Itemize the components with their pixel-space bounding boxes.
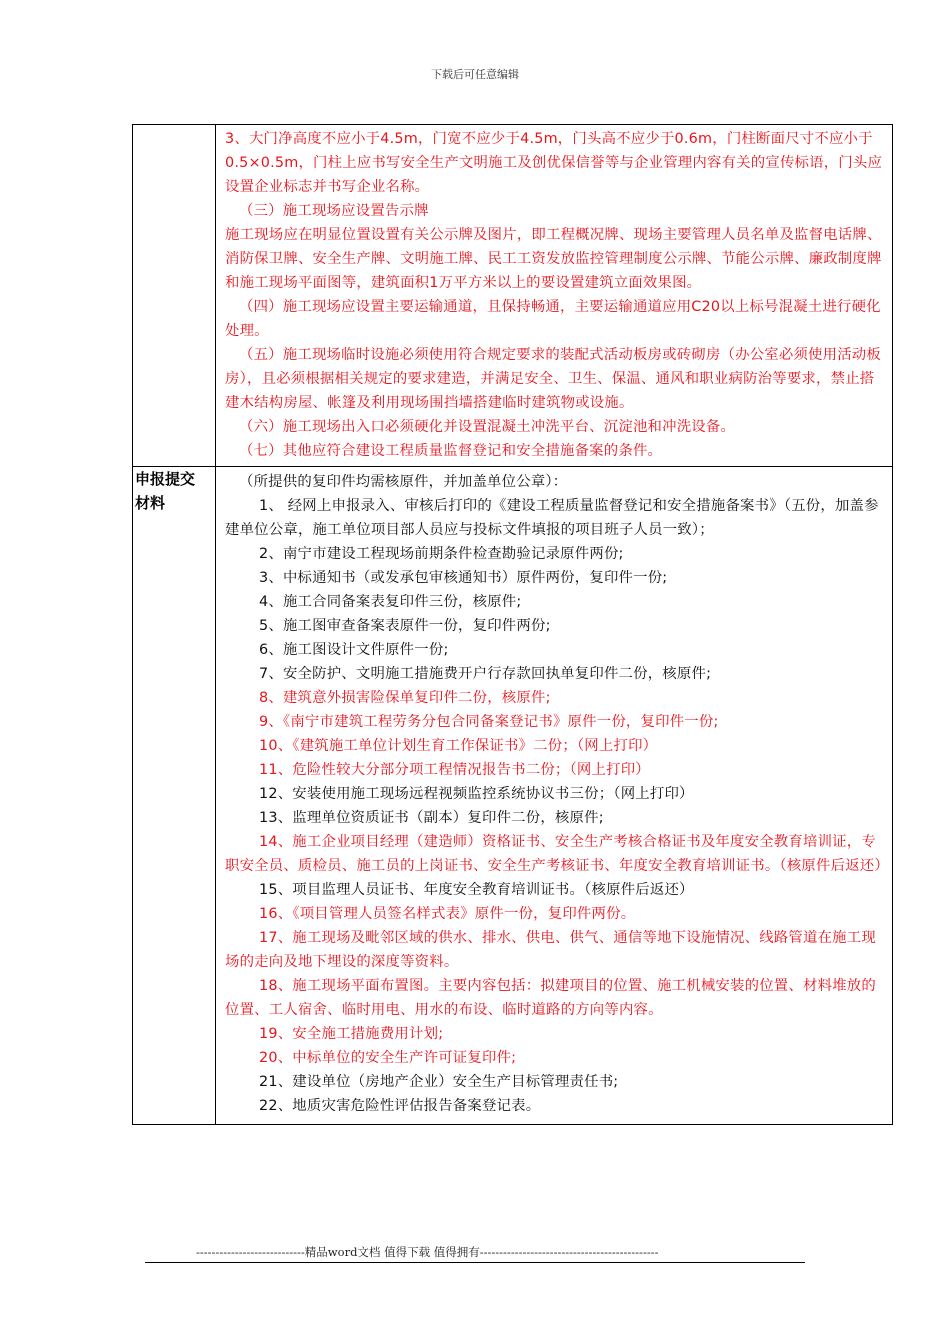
list-item: 3、中标通知书（或发承包审核通知书）原件两份，复印件一份;	[259, 570, 668, 586]
row-content-cell	[216, 125, 893, 467]
list-item: 19、安全施工措施费用计划;	[259, 1026, 444, 1042]
table-row-submission-materials	[133, 467, 893, 1125]
list-item: 14、施工企业项目经理（建造师）资格证书、安全生产考核合格证书及年度安全教育培训证，专职安全员、质检员、施工员的上岗证书、安全生产考核证书、年度安全教育培训证书。（核原件后返还）	[225, 834, 889, 874]
list-item: （所提供的复印件均需核原件，并加盖单位公章）：	[239, 474, 568, 490]
row-label-cell	[133, 467, 216, 1125]
list-item: 16、《项目管理人员签名样式表》原件一份，复印件两份。	[259, 906, 636, 922]
page-header-note: 下载后可任意编辑	[431, 68, 519, 81]
row-label: 申报提交 材料	[135, 470, 196, 512]
requirements-table	[132, 124, 893, 1125]
paragraph: 施工现场应在明显位置设置有关公示牌及图片，即工程概况牌、现场主要管理人员名单及监督电话牌、消防保卫牌、安全生产牌、文明施工牌、民工工资发放监控管理制度公示牌、节能公示牌、廉政制度牌和施工现场平面图等，建筑面积1万平方米以上的要设置建筑立面效果图。	[225, 227, 882, 291]
footer-divider	[145, 1262, 805, 1263]
list-item: 9、《南宁市建筑工程劳务分包合同备案登记书》原件一份，复印件一份;	[259, 714, 719, 730]
list-item: 15、项目监理人员证书、年度安全教育培训证书。（核原件后返还）	[259, 882, 694, 898]
list-item: 18、施工现场平面布置图。主要内容包括：拟建项目的位置、施工机械安装的位置、材料堆放的位置、工人宿舍、临时用电、用水的布设、临时道路的方向等内容。	[225, 978, 876, 1018]
paragraph: （六）施工现场出入口必须硬化并设置混凝土冲洗平台、沉淀池和冲洗设备。	[239, 419, 736, 435]
list-item: 8、建筑意外损害险保单复印件二份，核原件;	[259, 690, 551, 706]
page-footer-note: ----------------------------精品word文档 值得下载 值得拥有----------------------------------------------	[196, 1245, 659, 1259]
list-item: 21、建设单位（房地产企业）安全生产目标管理责任书;	[259, 1074, 619, 1090]
list-item: 13、监理单位资质证书（副本）复印件二份，核原件;	[259, 810, 604, 826]
paragraph: （四）施工现场应设置主要运输通道，且保持畅通，主要运输通道应用C20以上标号混凝土进行硬化处理。	[225, 299, 881, 339]
list-item: 2、南宁市建设工程现场前期条件检查勘验记录原件两份;	[259, 546, 624, 562]
list-item: 10、《建筑施工单位计划生育工作保证书》二份；（网上打印）	[259, 738, 658, 754]
list-item: 5、施工图审查备案表原件一份，复印件两份;	[259, 618, 551, 634]
list-item: 4、施工合同备案表复印件三份，核原件;	[259, 594, 522, 610]
row-label-cell	[133, 125, 216, 467]
paragraph: 3、大门净高度不应小于4.5m，门宽不应少于4.5m，门头高不应少于0.6m，门柱断面尺寸不应小于0.5×0.5m，门柱上应书写安全生产文明施工及创优保信誉等与企业管理内容有关的宣传标语，门头应设置企业标志并书写企业名称。	[225, 131, 883, 195]
list-item: 17、施工现场及毗邻区域的供水、排水、供电、供气、通信等地下设施情况、线路管道在施工现场的走向及地下埋设的深度等资料。	[225, 930, 876, 970]
list-item: 6、施工图设计文件原件一份;	[259, 642, 449, 658]
list-item: 7、安全防护、文明施工措施费开户行存款回执单复印件二份，核原件;	[259, 666, 712, 682]
list-item: 20、中标单位的安全生产许可证复印件;	[259, 1050, 517, 1066]
list-item: 12、安装使用施工现场远程视频监控系统协议书三份；（网上打印）	[259, 786, 694, 802]
row-content-cell	[216, 467, 893, 1125]
list-item: 22、地质灾害危险性评估报告备案登记表。	[259, 1098, 541, 1114]
paragraph: （七）其他应符合建设工程质量监督登记和安全措施备案的条件。	[239, 443, 663, 459]
list-item: 1、 经网上申报录入、审核后打印的《建设工程质量监督登记和安全措施备案书》（五份，加盖参建单位公章，施工单位项目部人员应与投标文件填报的项目班子人员一致）；	[225, 498, 879, 538]
table-row-site-conditions	[133, 125, 893, 467]
list-item: 11、危险性较大分部分项工程情况报告书二份；（网上打印）	[259, 762, 650, 778]
paragraph: （五）施工现场临时设施必须使用符合规定要求的装配式活动板房或砖砌房（办公室必须使用活动板房），且必须根据相关规定的要求建造，并满足安全、卫生、保温、通风和职业病防治等要求，禁止搭建木结构房屋、帐篷及利用现场围挡墙搭建临时建筑物或设施。	[225, 347, 881, 411]
paragraph: （三）施工现场应设置告示牌	[239, 203, 429, 219]
